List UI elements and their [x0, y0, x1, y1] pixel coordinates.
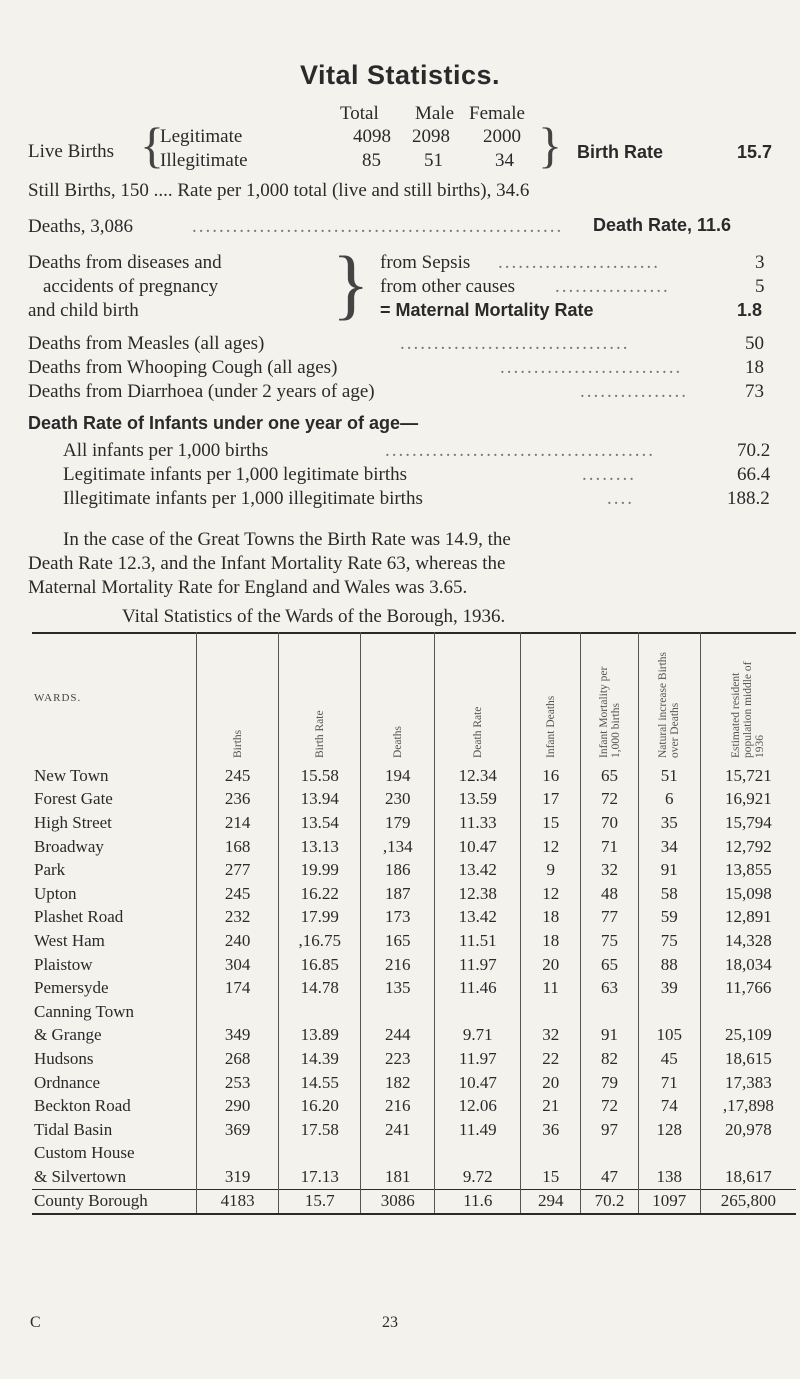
table-cell: 65 [581, 953, 639, 977]
ward-name: Pemersyde [34, 978, 109, 998]
column-header-infant-deaths: Infant Deaths [521, 632, 581, 764]
table-cell: 88 [638, 953, 700, 977]
table-cell: 11 [521, 976, 581, 1000]
table-cell: 12 [521, 835, 581, 859]
header-female: Female [469, 103, 525, 124]
ward-name: Forest Gate [34, 789, 113, 809]
infant-all-value: 70.2 [737, 440, 771, 461]
table-cell: 15,721 [700, 764, 796, 788]
table-cell: 13.54 [279, 811, 361, 835]
table-cell: 11.97 [435, 1047, 521, 1071]
table-cell: 79 [581, 1071, 639, 1095]
table-row [32, 1094, 796, 1118]
leader-dots: ....................................................... [192, 216, 564, 237]
table-cell: 214 [197, 811, 279, 835]
birth-rate-value: 15.7 [737, 142, 773, 162]
table-cell [700, 1142, 796, 1166]
table-cell: 12,891 [700, 906, 796, 930]
table-cell: 135 [361, 976, 435, 1000]
table-cell: 70 [581, 811, 639, 835]
table-cell: 11.49 [435, 1118, 521, 1142]
table-cell: 82 [581, 1047, 639, 1071]
ward-name: Plashet Road [34, 907, 124, 927]
table-cell: 181 [361, 1165, 435, 1189]
table-cell: 6 [638, 788, 700, 812]
table-cell: 32 [521, 1024, 581, 1048]
table-cell: 18,034 [700, 953, 796, 977]
table-cell: 13.42 [435, 906, 521, 930]
table-cell: 14.55 [279, 1071, 361, 1095]
leader-dots: ........ [582, 464, 636, 485]
table-cell: 138 [638, 1165, 700, 1189]
infant-illegit-label: Illegitimate infants per 1,000 illegitimate births [63, 488, 423, 509]
ward-name: Plaistow [34, 954, 93, 974]
table-cell: 12 [521, 882, 581, 906]
column-header-births: Births [197, 632, 279, 764]
table-cell: 165 [361, 929, 435, 953]
table-cell: 22 [521, 1047, 581, 1071]
ward-name: West Ham [34, 930, 105, 950]
table-cell: 128 [638, 1118, 700, 1142]
table-row [32, 764, 796, 788]
table-cell: 294 [521, 1189, 581, 1214]
table-cell: 16,921 [700, 788, 796, 812]
table-cell: 97 [581, 1118, 639, 1142]
table-title: Vital Statistics of the Wards of the Borough, 1936. [122, 606, 506, 627]
table-cell: 14.78 [279, 976, 361, 1000]
table-cell: 34 [638, 835, 700, 859]
header-total: Total [340, 103, 379, 124]
table-cell: 16 [521, 764, 581, 788]
table-cell: 39 [638, 976, 700, 1000]
infant-all-label: All infants per 1,000 births [63, 440, 269, 461]
column-header-death-rate: Death Rate [435, 632, 521, 764]
ward-name: County Borough [32, 1189, 197, 1214]
table-cell: 304 [197, 953, 279, 977]
whooping-cough-label: Deaths from Whooping Cough (all ages) [28, 357, 338, 378]
table-cell: 48 [581, 882, 639, 906]
table-cell: 77 [581, 906, 639, 930]
table-row [32, 953, 796, 977]
leader-dots: ........................................ [385, 440, 655, 461]
leader-dots: .................................. [400, 333, 630, 354]
table-cell: 20 [521, 1071, 581, 1095]
table-cell: 13,855 [700, 858, 796, 882]
table-cell: 59 [638, 906, 700, 930]
leader-dots: ................. [555, 276, 670, 297]
table-cell [361, 1000, 435, 1024]
illegitimate-female: 34 [495, 150, 514, 171]
measles-value: 50 [745, 333, 764, 354]
ward-column-header: WARDS. [34, 692, 82, 704]
table-cell: 349 [197, 1024, 279, 1048]
ward-name: Custom House [34, 1143, 135, 1163]
maternal-brace: } [332, 240, 370, 327]
table-cell: 21 [521, 1094, 581, 1118]
sepsis-value: 3 [755, 252, 765, 273]
table-cell: 9.72 [435, 1165, 521, 1189]
table-row [32, 788, 796, 812]
table-cell: 70.2 [581, 1189, 639, 1214]
table-cell: 16.85 [279, 953, 361, 977]
table-cell: 18,615 [700, 1047, 796, 1071]
infant-illegit-value: 188.2 [727, 488, 770, 509]
table-cell: 17.99 [279, 906, 361, 930]
table-cell: 12,792 [700, 835, 796, 859]
table-cell [521, 1000, 581, 1024]
table-cell: 25,109 [700, 1024, 796, 1048]
table-cell [638, 1000, 700, 1024]
table-row [32, 1047, 796, 1071]
ward-name: Broadway [34, 836, 104, 856]
column-header-natural-increase: Natural increase Births over Deaths [638, 632, 700, 764]
table-cell: 13.59 [435, 788, 521, 812]
table-cell: 15 [521, 811, 581, 835]
table-cell: 20,978 [700, 1118, 796, 1142]
header-male: Male [415, 103, 455, 124]
death-rate: Death Rate, 11.6 [593, 215, 732, 235]
table-cell: 12.38 [435, 882, 521, 906]
table-cell: 15,098 [700, 882, 796, 906]
page-title: Vital Statistics. [299, 60, 501, 90]
table-cell: 244 [361, 1024, 435, 1048]
ward-name: New Town [34, 765, 109, 785]
table-cell: 290 [197, 1094, 279, 1118]
table-cell: 236 [197, 788, 279, 812]
table-cell: 16.22 [279, 882, 361, 906]
illegitimate-total: 85 [362, 150, 381, 171]
still-births-line: Still Births, 150 .... Rate per 1,000 total (live and still births), 34.6 [28, 180, 530, 201]
table-row [32, 1165, 796, 1189]
table-cell: 19.99 [279, 858, 361, 882]
table-row [32, 1118, 796, 1142]
table-row [32, 976, 796, 1000]
table-cell: ,16.75 [279, 929, 361, 953]
table-cell: 187 [361, 882, 435, 906]
ward-table [32, 632, 796, 1215]
table-row [32, 882, 796, 906]
legitimate-female: 2000 [483, 126, 521, 147]
paragraph-line-1: In the case of the Great Towns the Birth Rate was 14.9, the [63, 529, 511, 550]
column-header-deaths: Deaths [361, 632, 435, 764]
sepsis-label: from Sepsis [380, 252, 471, 273]
table-cell: 216 [361, 1094, 435, 1118]
table-cell: 194 [361, 764, 435, 788]
leader-dots: ................ [580, 381, 688, 402]
table-cell: 72 [581, 788, 639, 812]
infant-legit-label: Legitimate infants per 1,000 legitimate births [63, 464, 408, 485]
table-cell: 17.58 [279, 1118, 361, 1142]
paragraph-line-2: Death Rate 12.3, and the Infant Mortality Rate 63, whereas the [28, 553, 506, 574]
table-cell: 14,328 [700, 929, 796, 953]
table-cell: 91 [581, 1024, 639, 1048]
ward-name: Tidal Basin [34, 1119, 113, 1139]
ward-name: Upton [34, 883, 77, 903]
page-number: 23 [382, 1314, 398, 1331]
table-cell: 36 [521, 1118, 581, 1142]
table-cell: 15 [521, 1165, 581, 1189]
table-cell: 65 [581, 764, 639, 788]
column-header-population: Estimated resident population middle of 1936 [700, 632, 796, 764]
table-cell: 51 [638, 764, 700, 788]
measles-label: Deaths from Measles (all ages) [28, 333, 265, 354]
table-cell [197, 1000, 279, 1024]
table-cell: 4183 [197, 1189, 279, 1214]
table-cell: 71 [581, 835, 639, 859]
table-cell: 1097 [638, 1189, 700, 1214]
ward-name: Park [34, 860, 66, 880]
table-cell: 15.7 [279, 1189, 361, 1214]
other-causes-value: 5 [755, 276, 765, 297]
table-cell: 277 [197, 858, 279, 882]
table-cell [581, 1000, 639, 1024]
table-cell: 11.33 [435, 811, 521, 835]
left-brace: { [140, 117, 164, 173]
table-cell: 47 [581, 1165, 639, 1189]
table-cell: 253 [197, 1071, 279, 1095]
leader-dots: .... [607, 488, 634, 509]
table-cell: 15.58 [279, 764, 361, 788]
table-cell: 15,794 [700, 811, 796, 835]
live-births-label: Live Births [28, 141, 115, 162]
legitimate-total: 4098 [353, 126, 391, 147]
maternal-line-1: Deaths from diseases and [28, 252, 222, 273]
ward-name: Canning Town [34, 1001, 135, 1021]
table-cell: 168 [197, 835, 279, 859]
table-cell: 3086 [361, 1189, 435, 1214]
table-row [32, 858, 796, 882]
table-row [32, 906, 796, 930]
ward-name: High Street [34, 812, 112, 832]
illegitimate-male: 51 [424, 150, 443, 171]
birth-rate-label: Birth Rate [577, 142, 664, 162]
table-row [32, 1142, 796, 1166]
other-causes-label: from other causes [380, 276, 516, 297]
table-cell: 74 [638, 1094, 700, 1118]
maternal-rate-value: 1.8 [737, 300, 763, 320]
table-cell: 32 [581, 858, 639, 882]
table-cell: 75 [581, 929, 639, 953]
whooping-cough-value: 18 [745, 357, 764, 378]
table-cell: ,134 [361, 835, 435, 859]
maternal-rate-label: = Maternal Mortality Rate [380, 300, 594, 320]
table-cell: 18 [521, 929, 581, 953]
table-cell: 45 [638, 1047, 700, 1071]
table-cell [361, 1142, 435, 1166]
table-cell: 12.34 [435, 764, 521, 788]
table-cell: 35 [638, 811, 700, 835]
table-cell: 11,766 [700, 976, 796, 1000]
diarrhoea-label: Deaths from Diarrhoea (under 2 years of age) [28, 381, 375, 402]
infant-legit-value: 66.4 [737, 464, 771, 485]
table-cell: 9.71 [435, 1024, 521, 1048]
table-cell: 265,800 [700, 1189, 796, 1214]
table-cell: 13.13 [279, 835, 361, 859]
table-cell: 16.20 [279, 1094, 361, 1118]
table-cell: 13.94 [279, 788, 361, 812]
table-cell: 223 [361, 1047, 435, 1071]
table-cell: 186 [361, 858, 435, 882]
table-row [32, 1024, 796, 1048]
table-cell: 11.51 [435, 929, 521, 953]
table-cell [700, 1000, 796, 1024]
ward-name: & Silvertown [34, 1166, 127, 1186]
table-cell: 18 [521, 906, 581, 930]
table-cell: 63 [581, 976, 639, 1000]
table-row [32, 1000, 796, 1024]
table-cell: 20 [521, 953, 581, 977]
leader-dots: ........................ [498, 252, 660, 273]
table-cell: 18,617 [700, 1165, 796, 1189]
table-cell: 245 [197, 764, 279, 788]
table-cell: 17.13 [279, 1165, 361, 1189]
table-cell: 11.6 [435, 1189, 521, 1214]
table-row [32, 811, 796, 835]
table-cell: 17,383 [700, 1071, 796, 1095]
table-cell: 216 [361, 953, 435, 977]
table-cell: 12.06 [435, 1094, 521, 1118]
infant-heading: Death Rate of Infants under one year of age— [28, 413, 419, 433]
illegitimate-label: Illegitimate [160, 150, 248, 171]
table-cell: 11.97 [435, 953, 521, 977]
column-header-infant-mortality: Infant Mortality per 1,000 births [581, 632, 639, 764]
table-header-row [32, 632, 796, 764]
ward-name: Ordnance [34, 1072, 101, 1092]
table-cell: 10.47 [435, 1071, 521, 1095]
footer-signature: C [30, 1314, 41, 1331]
table-cell [521, 1142, 581, 1166]
table-cell: 91 [638, 858, 700, 882]
table-cell: 369 [197, 1118, 279, 1142]
ward-name: & Grange [34, 1025, 102, 1045]
leader-dots: ........................... [500, 357, 683, 378]
table-cell: 75 [638, 929, 700, 953]
table-cell: 232 [197, 906, 279, 930]
table-cell: 245 [197, 882, 279, 906]
table-cell: ,17,898 [700, 1094, 796, 1118]
table-cell: 240 [197, 929, 279, 953]
table-cell: 10.47 [435, 835, 521, 859]
table-cell [581, 1142, 639, 1166]
table-cell: 230 [361, 788, 435, 812]
table-cell: 182 [361, 1071, 435, 1095]
table-row [32, 1071, 796, 1095]
table-cell: 179 [361, 811, 435, 835]
legitimate-male: 2098 [412, 126, 450, 147]
table-cell: 72 [581, 1094, 639, 1118]
table-cell: 9 [521, 858, 581, 882]
table-cell: 11.46 [435, 976, 521, 1000]
deaths-label: Deaths, 3,086 [28, 216, 134, 237]
table-cell [197, 1142, 279, 1166]
table-cell: 174 [197, 976, 279, 1000]
table-cell: 173 [361, 906, 435, 930]
maternal-line-2: accidents of pregnancy [43, 276, 219, 297]
table-cell: 14.39 [279, 1047, 361, 1071]
table-row [32, 929, 796, 953]
table-cell: 13.89 [279, 1024, 361, 1048]
table-cell: 268 [197, 1047, 279, 1071]
diarrhoea-value: 73 [745, 381, 764, 402]
table-cell: 319 [197, 1165, 279, 1189]
table-total-row [32, 1189, 796, 1214]
ward-name: Beckton Road [34, 1096, 131, 1116]
table-cell [435, 1142, 521, 1166]
right-brace: } [538, 117, 562, 173]
maternal-line-3: and child birth [28, 300, 139, 321]
table-cell: 241 [361, 1118, 435, 1142]
table-cell: 58 [638, 882, 700, 906]
column-header-birth-rate: Birth Rate [279, 632, 361, 764]
table-cell [279, 1142, 361, 1166]
table-cell: 71 [638, 1071, 700, 1095]
table-row [32, 835, 796, 859]
table-cell [435, 1000, 521, 1024]
legitimate-label: Legitimate [160, 126, 243, 147]
table-cell: 17 [521, 788, 581, 812]
paragraph-line-3: Maternal Mortality Rate for England and Wales was 3.65. [28, 577, 468, 598]
table-cell [279, 1000, 361, 1024]
table-cell: 13.42 [435, 858, 521, 882]
ward-name: Hudsons [34, 1048, 94, 1068]
table-cell [638, 1142, 700, 1166]
table-cell: 105 [638, 1024, 700, 1048]
